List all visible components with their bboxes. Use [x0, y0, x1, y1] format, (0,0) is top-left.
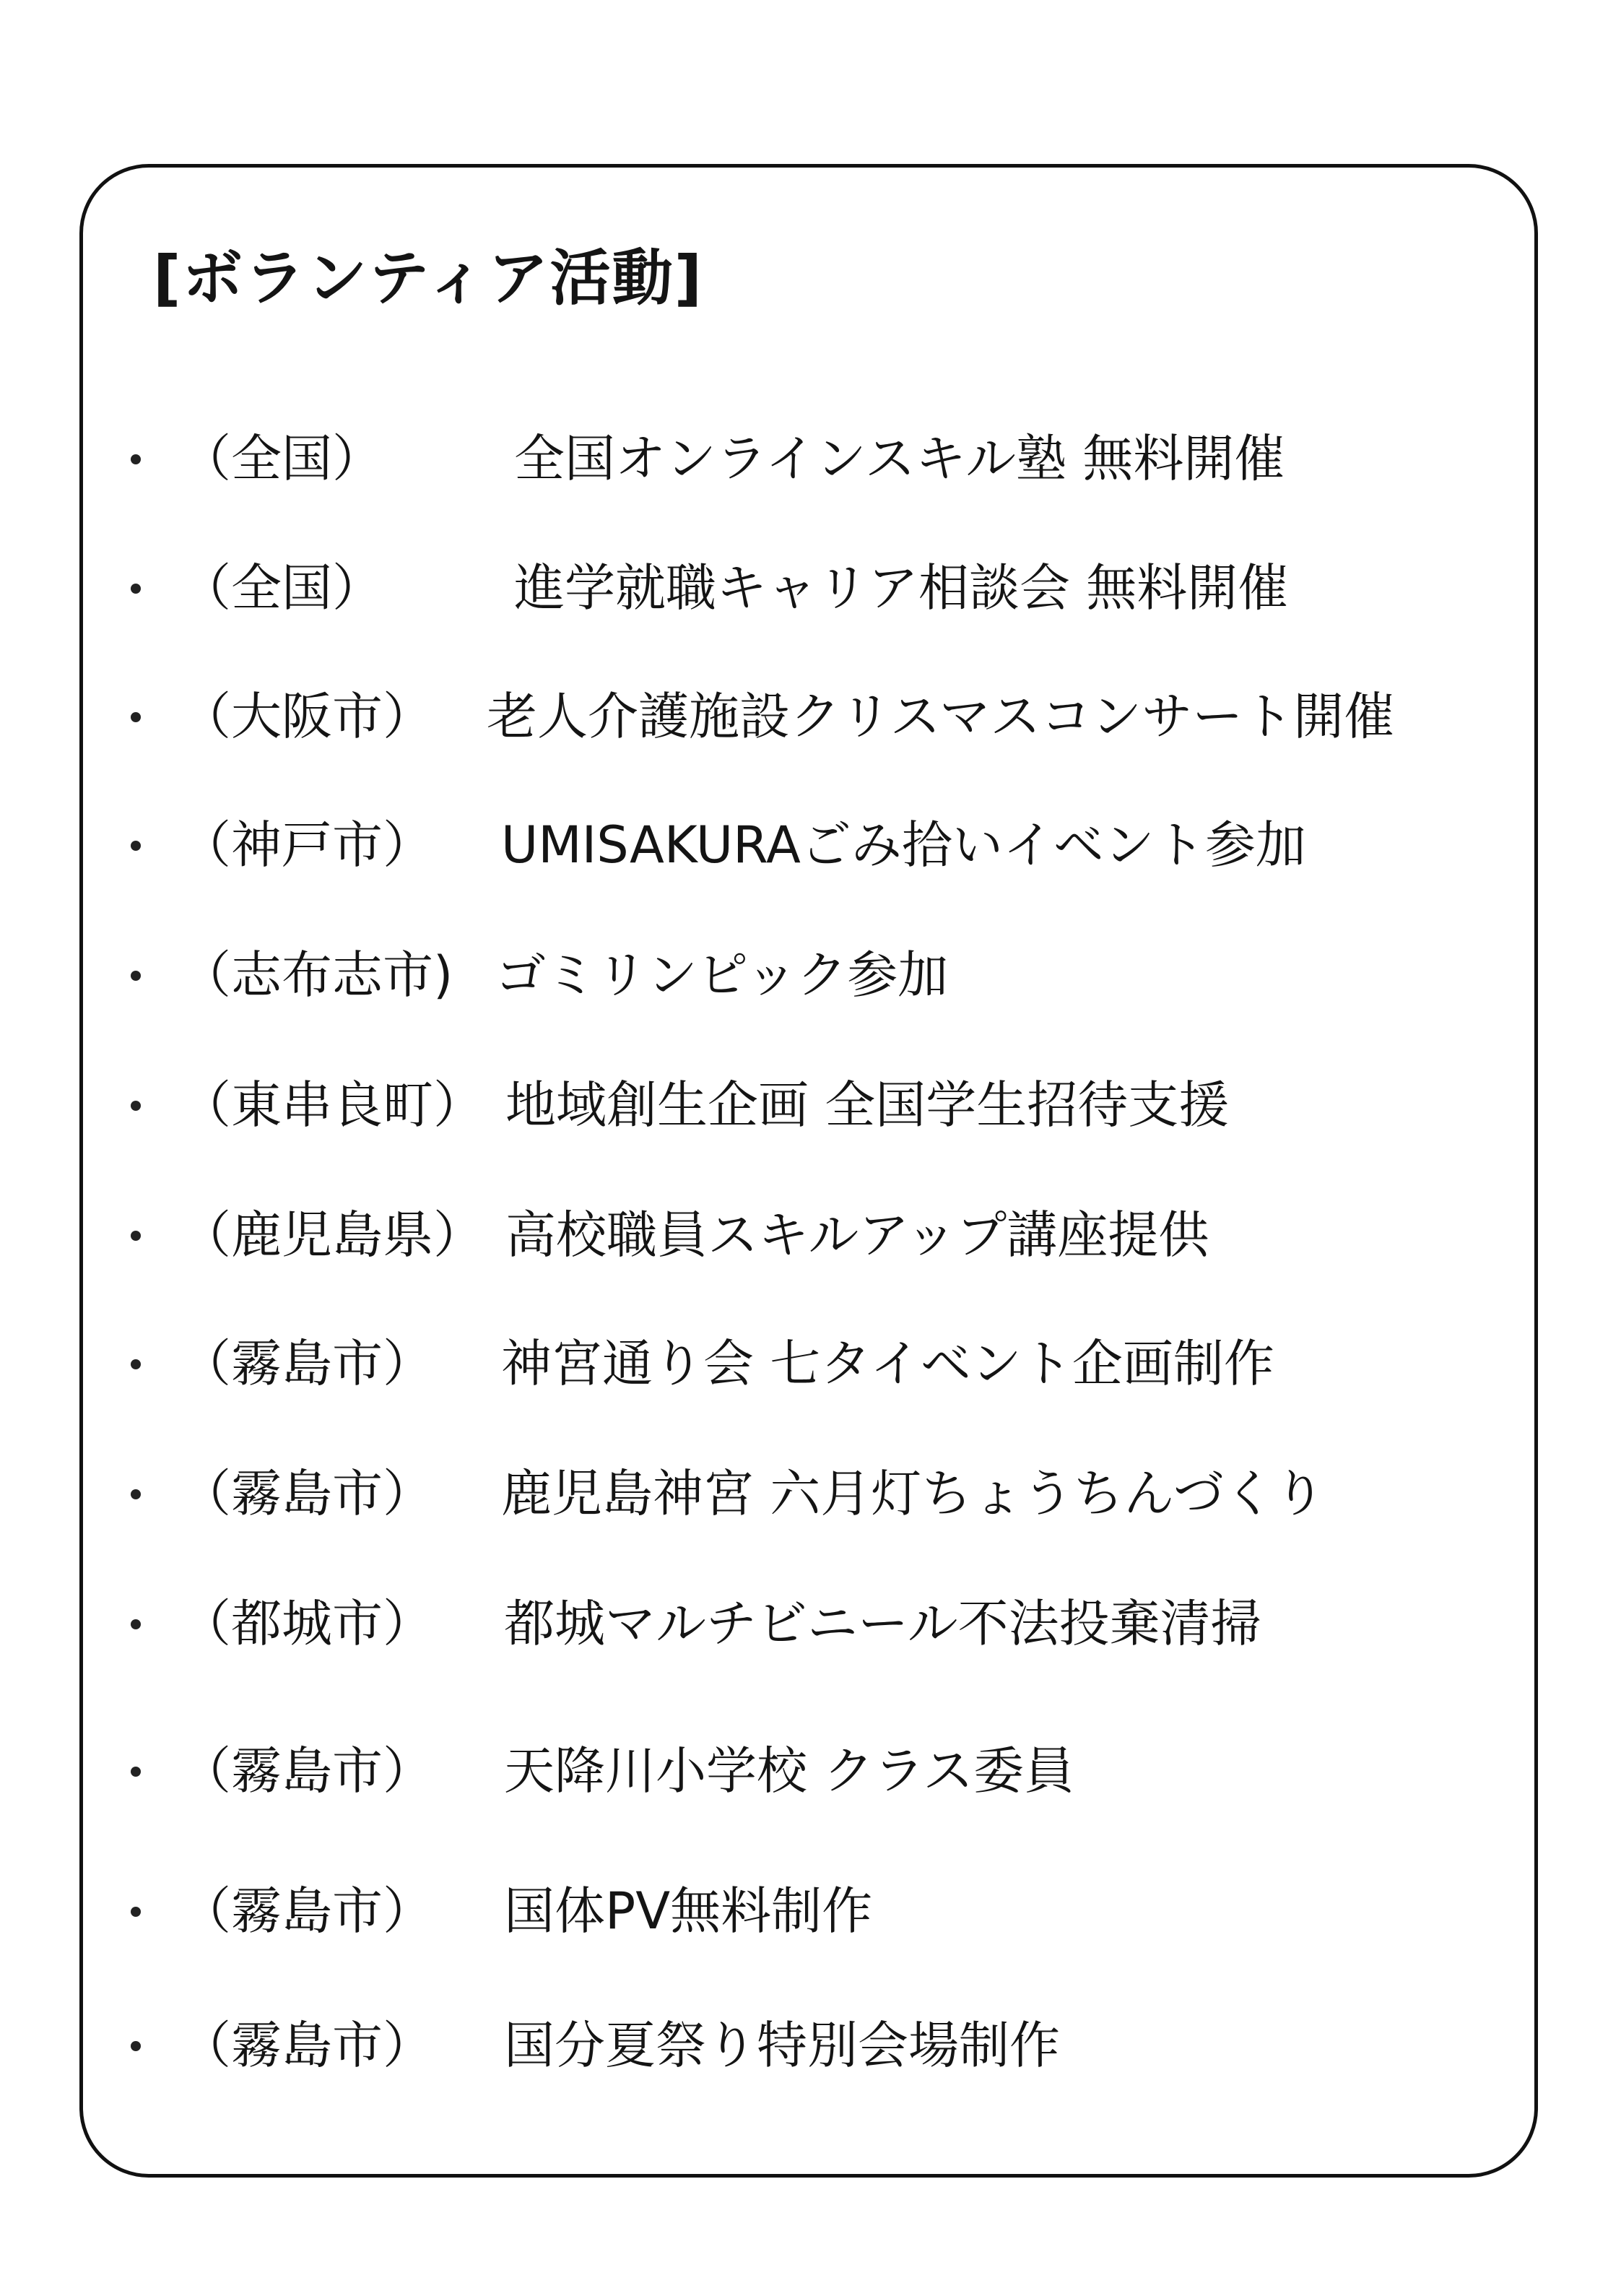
activity-description: 都城マルチビニール不法投棄清掃 — [504, 1594, 1261, 1653]
activity-description: ゴミリンピック参加 — [495, 945, 949, 1005]
bullet-icon — [131, 1767, 141, 1777]
activity-description: 高校職員スキルアップ講座提供 — [505, 1205, 1209, 1265]
activity-description: 全国オンラインスキル塾 無料開催 — [514, 429, 1285, 488]
section-heading: [ボランティア活動] — [153, 243, 704, 313]
activity-description: 鹿児島神宮 六月灯ちょうちんづくり — [501, 1464, 1325, 1523]
activity-description: UMISAKURAごみ拾いイベント参加 — [501, 815, 1306, 875]
activity-region: （霧島市） — [181, 1741, 433, 1801]
activity-region: （全国） — [181, 429, 383, 488]
activity-description: 地域創生企画 全国学生招待支援 — [505, 1075, 1230, 1135]
bullet-icon — [131, 1231, 141, 1241]
activity-description: 老人介護施設クリスマスコンサート開催 — [487, 687, 1395, 746]
bullet-icon — [131, 1101, 141, 1111]
activity-region: （志布志市) — [181, 945, 453, 1005]
activity-description: 国分夏祭り特別会場制作 — [504, 2016, 1060, 2075]
bullet-icon — [131, 584, 141, 594]
activity-description: 進学就職キャリア相談会 無料開催 — [514, 558, 1289, 618]
bullet-icon — [131, 2041, 141, 2051]
bullet-icon — [131, 1907, 141, 1917]
activity-region: （鹿児島県） — [181, 1205, 484, 1265]
bullet-icon — [131, 1619, 141, 1629]
activity-region: （霧島市） — [181, 1881, 433, 1941]
activity-region: （全国） — [181, 558, 383, 618]
bullet-icon — [131, 971, 141, 981]
activity-region: （都城市） — [181, 1594, 433, 1653]
bullet-icon — [131, 1359, 141, 1369]
activity-region: （東串良町） — [181, 1075, 484, 1135]
activity-region: （霧島市） — [181, 1334, 433, 1393]
activity-description: 天降川小学校 クラス委員 — [504, 1741, 1075, 1801]
activity-region: （霧島市） — [181, 2016, 433, 2075]
activity-description: 神宮通り会 七タイベント企画制作 — [501, 1334, 1274, 1393]
activity-region: （大阪市） — [181, 687, 433, 746]
activity-region: （霧島市） — [181, 1464, 433, 1523]
activity-description: 国体PV無料制作 — [504, 1881, 873, 1941]
bullet-icon — [131, 1489, 141, 1499]
activity-region: （神戸市） — [181, 815, 433, 875]
bullet-icon — [131, 454, 141, 464]
bullet-icon — [131, 841, 141, 851]
bullet-icon — [131, 712, 141, 722]
